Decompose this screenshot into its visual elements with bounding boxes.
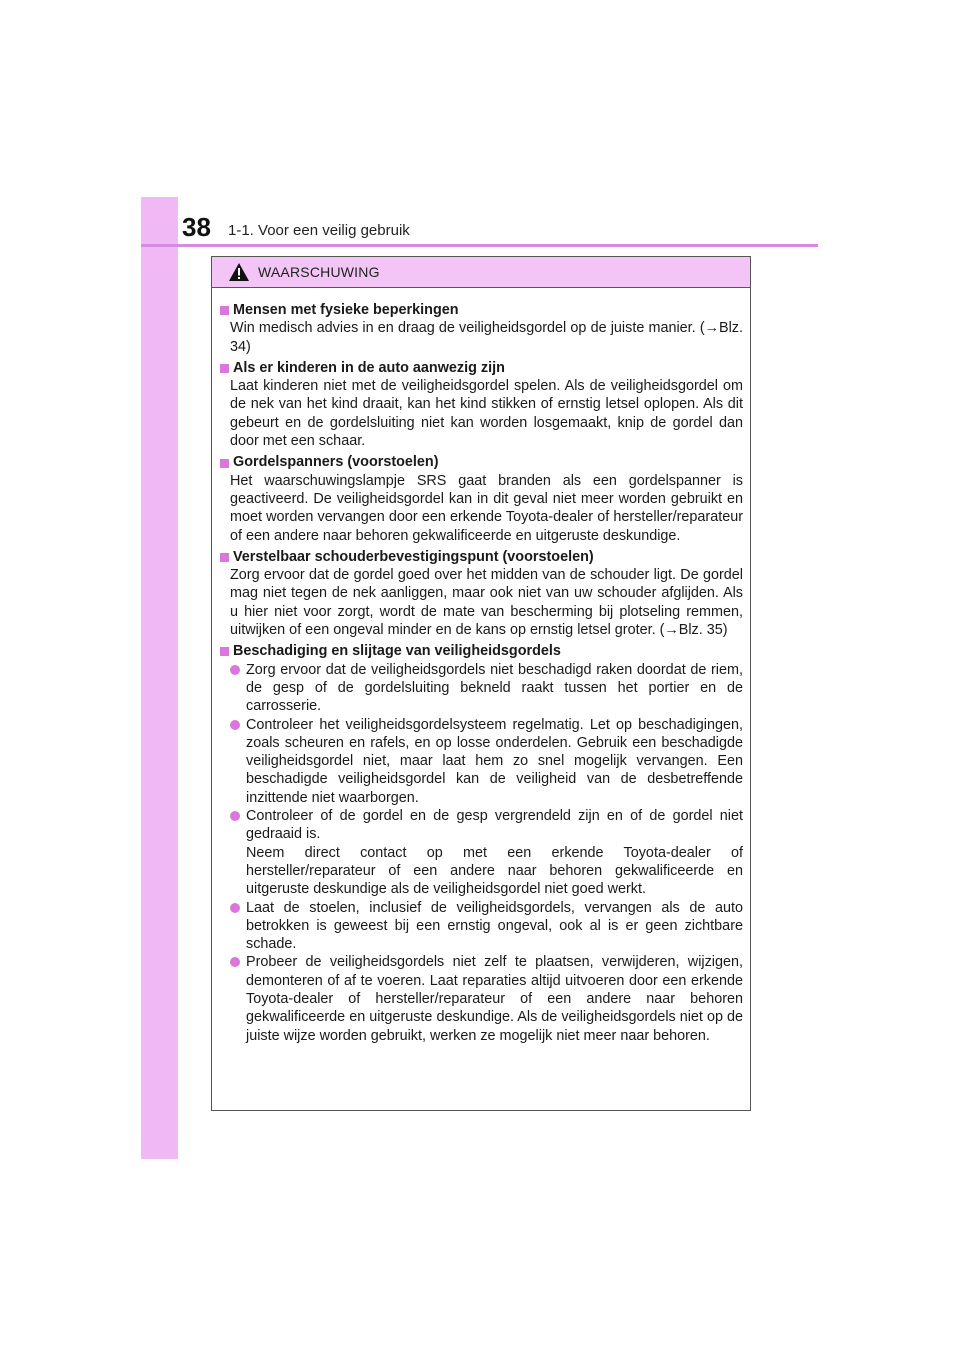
warning-title: WAARSCHUWING bbox=[258, 264, 380, 280]
section-heading: Beschadiging en slijtage van veiligheidsgordels bbox=[233, 643, 561, 660]
header-rule bbox=[141, 244, 818, 247]
section-text: Laat kinderen niet met de veiligheidsgordel spelen. Als de veiligheidsgordel om de nek van het kind draait, kan het kind stikken of ernstig letsel oplopen. Als dit gebeurt en de gordelsluiting niet kan worden losgemaakt, knip de gordel dan door met een schaar. bbox=[230, 378, 743, 450]
square-bullet-icon bbox=[220, 364, 229, 373]
section-text: Win medisch advies in en draag de veiligheidsgordel op de juiste manier. (→Blz. 34) bbox=[230, 320, 743, 355]
bullet-text: Probeer de veiligheidsgordels niet zelf te plaatsen, verwijderen, wijzigen, demonteren of af te voeren. Laat reparaties altijd uitvoeren door een erkende Toyota-dealer of hersteller/reparateur of een andere naar behoren gekwalificeerde en uitgeruste deskundige. Als de veiligheidsgordels niet op de juiste wijze worden gebruikt, werken ze mogelijk niet meer naar behoren. bbox=[246, 954, 743, 1044]
square-bullet-icon bbox=[220, 306, 229, 315]
list-item bbox=[230, 953, 743, 1044]
list-item bbox=[230, 807, 743, 898]
section-heading: Als er kinderen in de auto aanwezig zijn bbox=[233, 359, 505, 376]
section-heading: Verstelbaar schouderbevestigingspunt (voorstoelen) bbox=[233, 548, 594, 565]
round-bullet-icon bbox=[230, 665, 240, 675]
bullet-text: Controleer het veiligheidsgordelsysteem regelmatig. Let op beschadigingen, zoals scheuren en rafels, en op losse onderdelen. Gebruik een beschadigde veiligheidsgordel niet, maar laat hem zo snel mogelijk vervangen. Een beschadigde veiligheidsgordel kan de veiligheid van de desbetreffende inzittende niet waarborgen. bbox=[246, 716, 743, 806]
list-item bbox=[230, 661, 743, 716]
square-bullet-icon bbox=[220, 459, 229, 468]
warning-box bbox=[211, 256, 751, 1111]
warning-section bbox=[220, 359, 743, 450]
round-bullet-icon bbox=[230, 811, 240, 821]
round-bullet-icon bbox=[230, 957, 240, 967]
square-bullet-icon bbox=[220, 647, 229, 656]
round-bullet-icon bbox=[230, 720, 240, 730]
section-heading: Mensen met fysieke beperkingen bbox=[233, 302, 459, 318]
warning-header bbox=[212, 257, 750, 288]
warning-section bbox=[220, 548, 743, 639]
warning-section bbox=[220, 642, 743, 1045]
page-number: 38 bbox=[182, 212, 211, 242]
warning-section bbox=[220, 453, 743, 544]
section-heading: Gordelspanners (voorstoelen) bbox=[233, 454, 439, 471]
warning-triangle-icon bbox=[228, 262, 250, 282]
list-item bbox=[230, 899, 743, 954]
round-bullet-icon bbox=[230, 903, 240, 913]
warning-body bbox=[212, 288, 750, 1045]
list-item bbox=[230, 716, 743, 807]
warning-section bbox=[220, 301, 743, 356]
bullet-text: Laat de stoelen, inclusief de veiligheidsgordels, vervangen als de auto betrokken is geweest bij een ernstig ongeval, ook al is er geen zichtbare schade. bbox=[246, 899, 743, 953]
section-text: Zorg ervoor dat de gordel goed over het midden van de schouder ligt. De gordel mag niet tegen de nek aanliggen, maar ook niet van uw schouder afglijden. Als u hier niet voor zorgt, wordt de mate van bescherming bij plotseling remmen, uitwijken of een ongeval minder en de kans op ernstig letsel groter. (→Blz. 35) bbox=[230, 567, 743, 639]
bullet-text: Zorg ervoor dat de veiligheidsgordels niet beschadigd raken doordat de riem, de gesp of de gordelsluiting bekneld raakt tussen het portier en de carrosserie. bbox=[246, 661, 743, 715]
section-text: Het waarschuwingslampje SRS gaat branden als een gordelspanner is geactiveerd. De veiligheidsgordel kan in dit geval niet meer worden gebruikt en moet worden vervangen door een erkende Toyota-dealer of hersteller/reparateur of een andere naar behoren gekwalificeerde en uitgeruste deskundige. bbox=[230, 472, 743, 544]
section-title: 1-1. Voor een veilig gebruik bbox=[228, 222, 410, 239]
chapter-side-strip bbox=[141, 197, 178, 1159]
square-bullet-icon bbox=[220, 553, 229, 562]
bullet-text-continued: Neem direct contact op met een erkende Toyota-dealer of hersteller/reparateur of een andere naar behoren gekwalificeerde en uitgeruste deskundige als de veiligheidsgordel niet goed werkt. bbox=[246, 844, 743, 898]
bullet-text: Controleer of de gordel en de gesp vergrendeld zijn en of de gordel niet gedraaid is. bbox=[246, 808, 743, 843]
